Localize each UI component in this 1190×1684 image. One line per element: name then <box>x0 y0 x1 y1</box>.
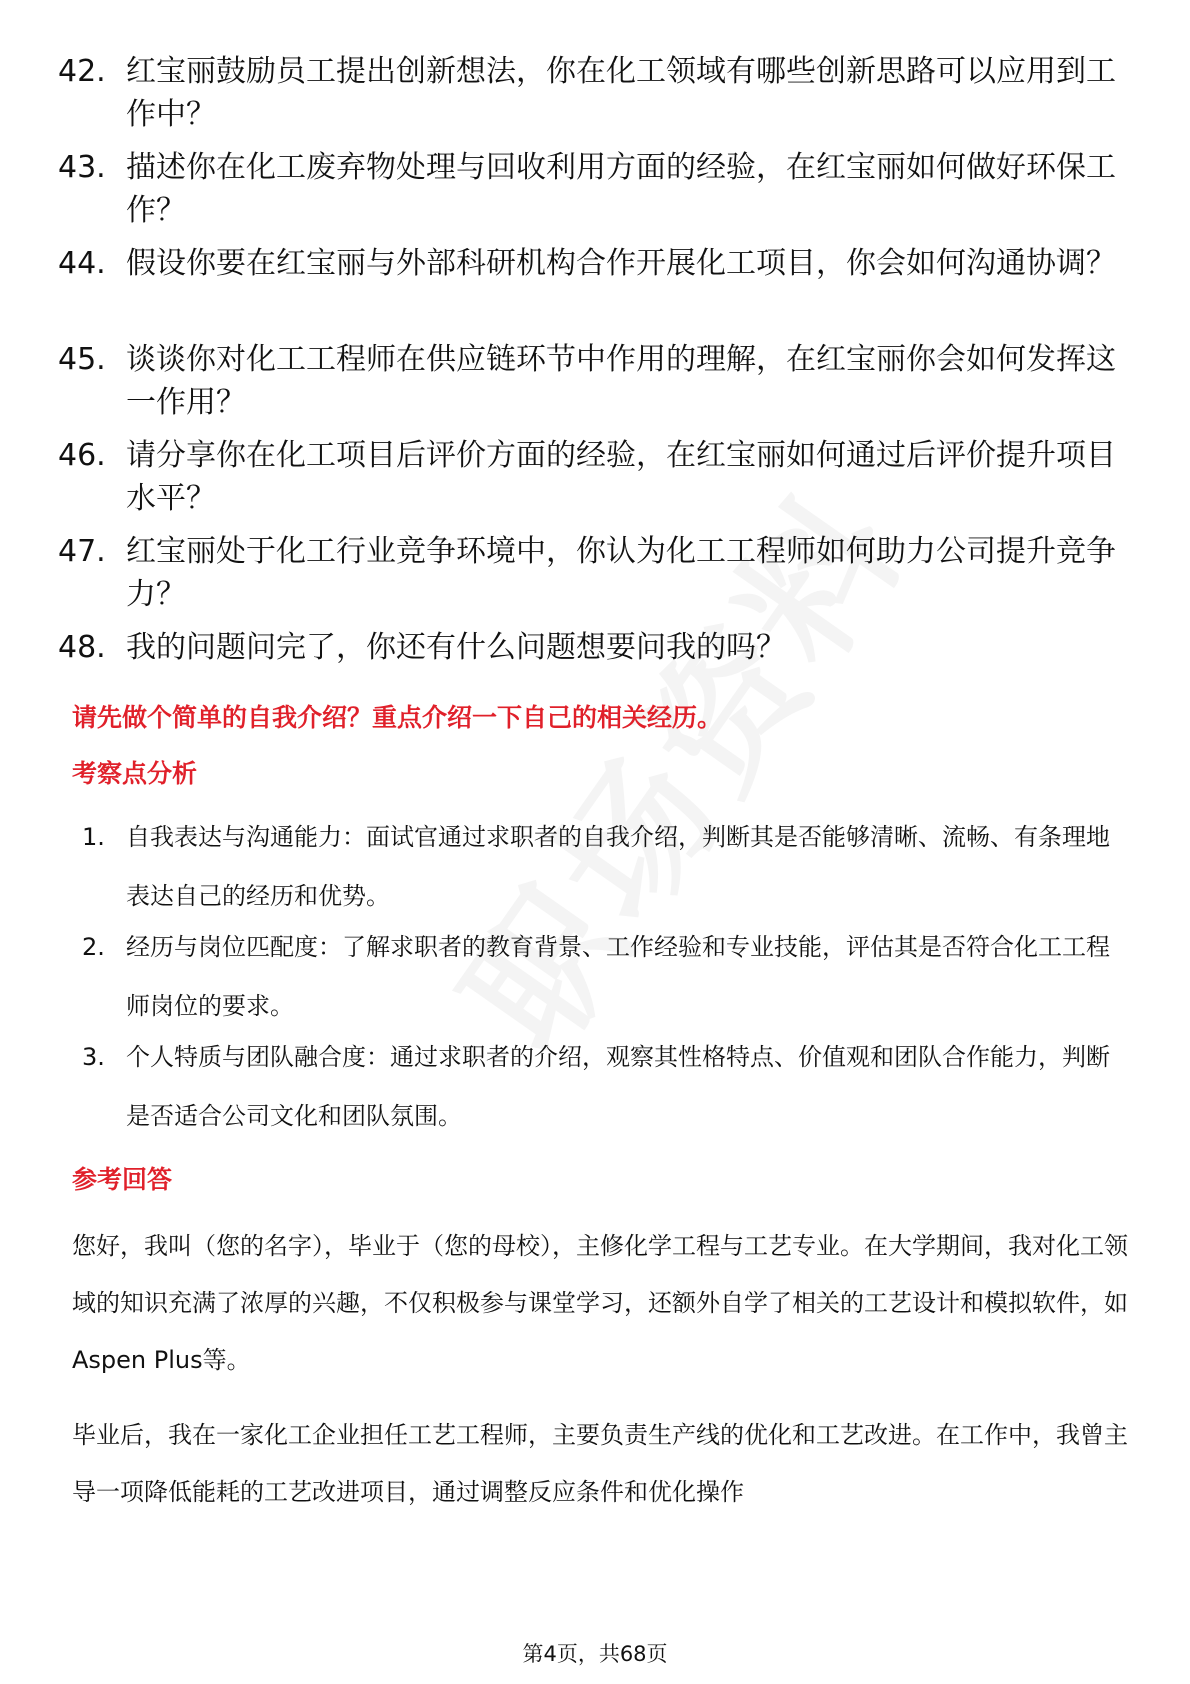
question-text: 请分享你在化工项目后评价方面的经验，在红宝丽如何通过后评价提升项目水平？ <box>126 438 1116 516</box>
question-item <box>58 146 1138 232</box>
point-text: 自我表达与沟通能力：面试官通过求职者的自我介绍，判断其是否能够清晰、流畅、有条理地表达自己的经历和优势。 <box>126 823 1110 910</box>
point-number: 3. <box>82 1043 105 1071</box>
analysis-point <box>82 918 1132 1036</box>
analysis-point <box>82 808 1132 926</box>
point-text: 个人特质与团队融合度：通过求职者的介绍，观察其性格特点、价值观和团队合作能力，判断是否适合公司文化和团队氛围。 <box>126 1043 1110 1130</box>
question-item <box>58 242 1138 285</box>
question-text: 描述你在化工废弃物处理与回收利用方面的经验，在红宝丽如何做好环保工作？ <box>126 150 1116 228</box>
point-text: 经历与岗位匹配度：了解求职者的教育背景、工作经验和专业技能，评估其是否符合化工工程师岗位的要求。 <box>126 933 1110 1020</box>
question-text: 我的问题问完了，你还有什么问题想要问我的吗？ <box>126 630 786 665</box>
question-number: 47. <box>58 534 106 569</box>
answer-heading: 参考回答 <box>72 1165 173 1194</box>
question-number: 46. <box>58 438 106 473</box>
answer-paragraph: 您好，我叫（您的名字），毕业于（您的母校），主修化学工程与工艺专业。在大学期间，我对化工领域的知识充满了浓厚的兴趣，不仅积极参与课堂学习，还额外自学了相关的工艺设计和模拟软件，如Aspen Plus等。 <box>72 1232 1128 1374</box>
question-text: 红宝丽鼓励员工提出创新想法，你在化工领域有哪些创新思路可以应用到工作中？ <box>126 54 1116 132</box>
question-text: 假设你要在红宝丽与外部科研机构合作开展化工项目，你会如何沟通协调？ <box>126 246 1116 281</box>
question-number: 42. <box>58 54 106 89</box>
point-number: 2. <box>82 933 105 961</box>
page-footer: 第4页，共68页 <box>522 1642 668 1666</box>
intro-question-heading: 请先做个简单的自我介绍？重点介绍一下自己的相关经历。 <box>72 703 723 732</box>
question-item <box>58 530 1138 616</box>
question-number: 43. <box>58 150 106 185</box>
question-number: 45. <box>58 342 106 377</box>
analysis-point <box>82 1028 1132 1146</box>
question-text: 谈谈你对化工工程师在供应链环节中作用的理解，在红宝丽你会如何发挥这一作用？ <box>126 342 1116 420</box>
question-text: 红宝丽处于化工行业竞争环境中，你认为化工工程师如何助力公司提升竞争力？ <box>126 534 1116 612</box>
question-number: 44. <box>58 246 106 281</box>
answer-paragraph: 毕业后，我在一家化工企业担任工艺工程师，主要负责生产线的优化和工艺改进。在工作中，我曾主导一项降低能耗的工艺改进项目，通过调整反应条件和优化操作 <box>72 1421 1128 1506</box>
point-number: 1. <box>82 823 105 851</box>
question-item <box>58 626 1138 669</box>
question-number: 48. <box>58 630 106 665</box>
analysis-heading: 考察点分析 <box>72 759 198 788</box>
question-item <box>58 434 1138 520</box>
question-item <box>58 338 1138 424</box>
question-item <box>58 50 1138 136</box>
